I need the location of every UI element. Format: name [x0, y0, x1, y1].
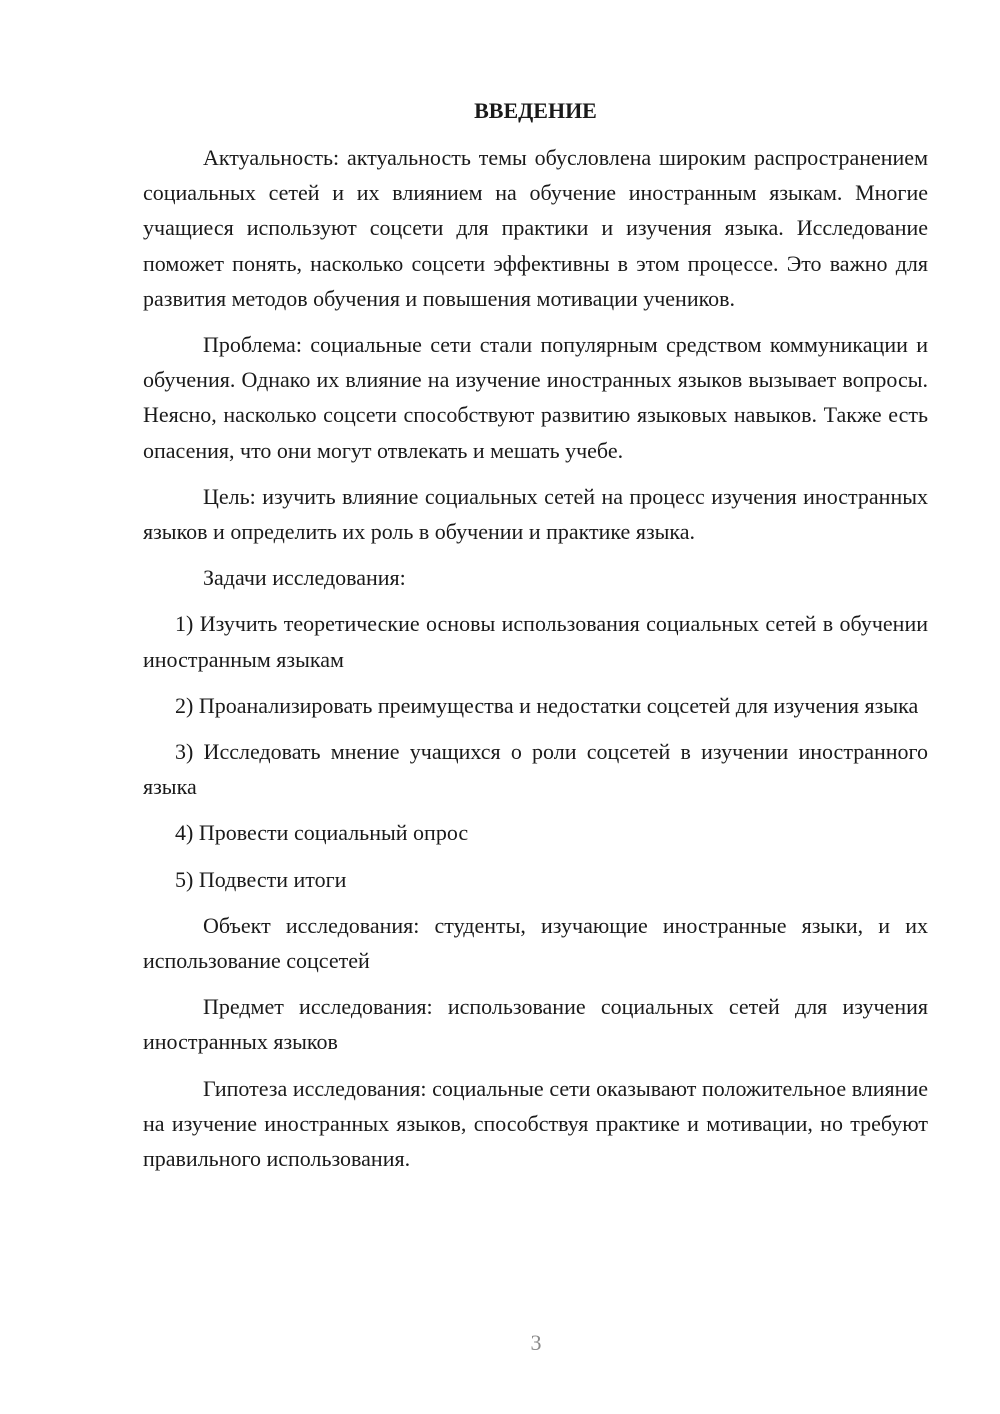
goal-paragraph: Цель: изучить влияние социальных сетей на процесс изучения иностранных языков и определить их роль в обучении и практике языка. — [143, 483, 928, 545]
page-number: 3 — [530, 1330, 542, 1355]
task-item: 1) Изучить теоретические основы использования социальных сетей в обучении иностранным языкам — [143, 611, 928, 672]
hypothesis-paragraph: Гипотеза исследования: социальные сети оказывают положительное влияние на изучение иностранных языков, способствуя практике и мотивации, но требуют правильного использования. — [143, 1075, 928, 1172]
relevance-paragraph: Актуальность: актуальность темы обусловлена широким распространением социальных сетей и их влиянием на обучение иностранным языкам. Многие учащиеся используют соцсети для практики и изучения языка. Исследование поможет понять, насколько соцсети эффективны в этом процессе. Это важно для развития методов обучения и повышения мотивации учеников. — [143, 145, 928, 311]
problem-paragraph: Проблема: социальные сети стали популярным средством коммуникации и обучения. Однако их влияние на изучение иностранных языков вызывает вопросы. Неясно, насколько соцсети способствуют развитию языковых навыков. Также есть опасения, что они могут отвлекать и мешать учебе. — [143, 332, 928, 463]
task-item: 5) Подвести итоги — [175, 866, 347, 892]
subject-paragraph: Предмет исследования: использование социальных сетей для изучения иностранных языков — [143, 994, 928, 1055]
task-item: 2) Проанализировать преимущества и недостатки соцсетей для изучения языка — [175, 692, 919, 718]
section-heading: ВВЕДЕНИЕ — [474, 98, 597, 123]
task-item: 3) Исследовать мнение учащихся о роли соцсетей в изучении иностранного языка — [143, 739, 928, 800]
object-paragraph: Объект исследования: студенты, изучающие иностранные языки, и их использование соцсетей — [143, 912, 928, 974]
document-page — [143, 95, 928, 1187]
tasks-heading: Задачи исследования: — [203, 565, 406, 591]
task-item: 4) Провести социальный опрос — [175, 820, 469, 846]
